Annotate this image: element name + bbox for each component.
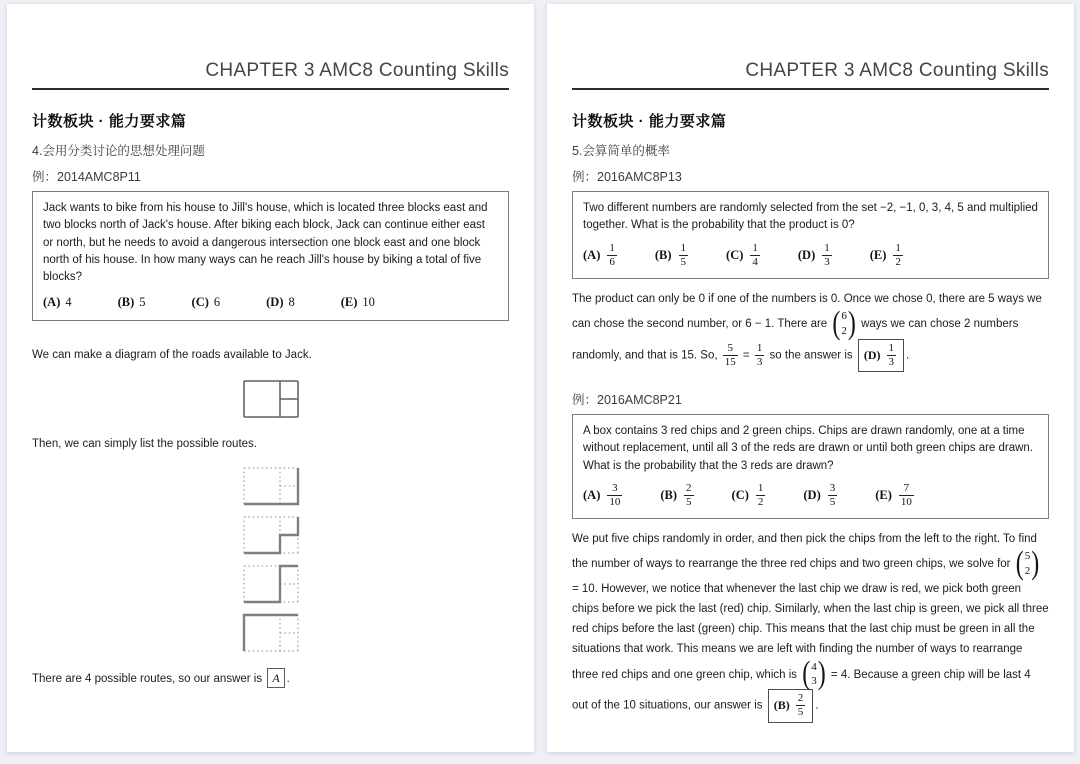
chapter-header: CHAPTER 3 AMC8 Counting Skills bbox=[572, 60, 1049, 90]
conclusion-line: There are 4 possible routes, so our answer is A . bbox=[32, 668, 509, 688]
example-label: 例：2016AMC8P21 bbox=[572, 393, 682, 408]
skill-heading: 4.会用分类讨论的思想处理问题 bbox=[32, 144, 205, 158]
choice-A: (A) $\frac{1}{6}$ bbox=[583, 241, 615, 268]
fraction: $\frac{1}{5}$ bbox=[680, 241, 687, 268]
fraction: $\frac{3}{10}$ bbox=[609, 481, 621, 508]
fraction: $\frac{1}{2}$ bbox=[757, 481, 764, 508]
choice-D: (D) $\frac{1}{3}$ bbox=[797, 241, 830, 268]
fraction: $\frac{1}{3}$ bbox=[756, 341, 763, 368]
fraction: $\frac{2}{5}$ bbox=[797, 692, 804, 719]
route-diagram bbox=[242, 466, 300, 506]
boxed-answer: (B) $\frac{2}{5}$ bbox=[768, 689, 814, 722]
answer-choices bbox=[43, 293, 498, 311]
fraction: $\frac{1}{6}$ bbox=[609, 241, 615, 268]
section-title: 计数板块 · 能力要求篇 bbox=[32, 113, 187, 130]
route-diagram bbox=[242, 613, 300, 653]
choice-E: (E) $\frac{7}{10}$ bbox=[875, 481, 912, 508]
answer-choices bbox=[583, 242, 1038, 269]
boxed-answer: A bbox=[267, 668, 284, 688]
route-diagrams bbox=[32, 466, 509, 653]
fraction: $\frac{1}{3}$ bbox=[888, 341, 894, 368]
choice-B: (B) $\frac{2}{5}$ bbox=[660, 481, 692, 508]
problem-box bbox=[572, 414, 1049, 519]
choice-D: (D) 8 bbox=[266, 294, 295, 309]
binomial-coefficient: ( 6 2 ) bbox=[832, 306, 856, 342]
problem-box bbox=[572, 191, 1049, 279]
choice-D: (D) $\frac{3}{5}$ bbox=[803, 481, 836, 508]
problem-text: A box contains 3 red chips and 2 green chips. Chips are drawn randomly, one at a time without replacement, until all 3 of the reds are drawn or until both green chips are drawn. What is the probability that the 3 reds are drawn? bbox=[583, 425, 1034, 472]
fraction: $\frac{2}{5}$ bbox=[686, 481, 692, 508]
example-block-p21 bbox=[572, 390, 1049, 723]
example-block-p13 bbox=[572, 167, 1049, 372]
skill-heading: 5.会算简单的概率 bbox=[572, 144, 670, 158]
page-left bbox=[7, 4, 534, 752]
solution-step: Then, we can simply list the possible routes. bbox=[32, 437, 257, 450]
choice-B: (B) $\frac{1}{5}$ bbox=[654, 241, 687, 268]
fraction: $\frac{5}{15}$ bbox=[724, 341, 736, 368]
example-label: 例：2014AMC8P11 bbox=[32, 170, 141, 184]
problem-text: Two different numbers are randomly selected from the set −2, −1, 0, 3, 4, 5 and multiplied together. What is the probability that the product is 0? bbox=[583, 202, 1038, 232]
page-right bbox=[547, 4, 1074, 752]
solution-paragraph: The product can only be 0 if one of the numbers is 0. Once we chose 0, there are 5 ways we can chose the second number, or 6 − 1. There are ( 6 2 ) ways we can chose 2 numbers randomly, and that is 15. So, $\frac{5}{15}$ = $\frac{1}{3}$ so the answer is (D) $\frac{1}{3}$ . bbox=[572, 289, 1049, 372]
problem-box bbox=[32, 191, 509, 321]
example-label: 例：2016AMC8P13 bbox=[572, 170, 682, 184]
route-diagram bbox=[242, 515, 300, 555]
solution-paragraph: We put five chips randomly in order, and then pick the chips from the left to the right. To find the number of ways to rearrange the three red chips and two green chips, we solve for ( 5 2 ) = 10. However, we notice that whenever the last chip we draw is red, we pick both green chips before we pick the last (red) chip. Similarly, when the last chip is green, we pick all three red chips before the last (green) chip. This means that the last chip must be green in all the situations that work. This means we are left with finding the number of ways to rearrange three red chips and one green chip, which is ( 4 3 ) = 4. Because a green chip will be last 4 out of the 10 situations, our answer is (B) $\frac{2}{5}$ . bbox=[572, 529, 1049, 722]
fraction: $\frac{7}{10}$ bbox=[900, 481, 912, 508]
fraction: $\frac{1}{4}$ bbox=[752, 241, 758, 268]
choice-E: (E) 10 bbox=[340, 294, 375, 309]
choice-A: (A) 4 bbox=[43, 294, 72, 309]
binomial-coefficient: ( 4 3 ) bbox=[802, 656, 826, 692]
page-left-content bbox=[7, 60, 534, 688]
page-right-content bbox=[547, 60, 1074, 723]
route-diagram bbox=[242, 564, 300, 604]
answer-choices bbox=[583, 482, 1038, 509]
choice-C: (C) $\frac{1}{2}$ bbox=[731, 481, 764, 508]
chapter-header: CHAPTER 3 AMC8 Counting Skills bbox=[32, 60, 509, 90]
binomial-coefficient: ( 5 2 ) bbox=[1015, 546, 1040, 582]
fraction: $\frac{1}{2}$ bbox=[895, 241, 901, 268]
choice-A: (A) $\frac{3}{10}$ bbox=[583, 481, 621, 508]
fraction: $\frac{1}{3}$ bbox=[824, 241, 830, 268]
choice-E: (E) $\frac{1}{2}$ bbox=[869, 241, 901, 268]
problem-text: Jack wants to bike from his house to Jill's house, which is located three blocks east and two blocks north of Jack's house. After biking each block, Jack can continue either east or north, but he needs to avoid a dangerous intersection one block east and one block north of his house. In how many ways can he reach Jill's house by biking a total of five blocks? bbox=[43, 202, 488, 283]
choice-B: (B) 5 bbox=[117, 294, 146, 309]
choice-C: (C) 6 bbox=[191, 294, 221, 309]
roads-diagram bbox=[32, 379, 509, 424]
fraction: $\frac{3}{5}$ bbox=[829, 481, 836, 508]
section-title: 计数板块 · 能力要求篇 bbox=[572, 113, 727, 130]
choice-C: (C) $\frac{1}{4}$ bbox=[726, 241, 758, 268]
solution-intro: We can make a diagram of the roads available to Jack. bbox=[32, 349, 312, 362]
boxed-answer: (D) $\frac{1}{3}$ bbox=[858, 339, 904, 372]
